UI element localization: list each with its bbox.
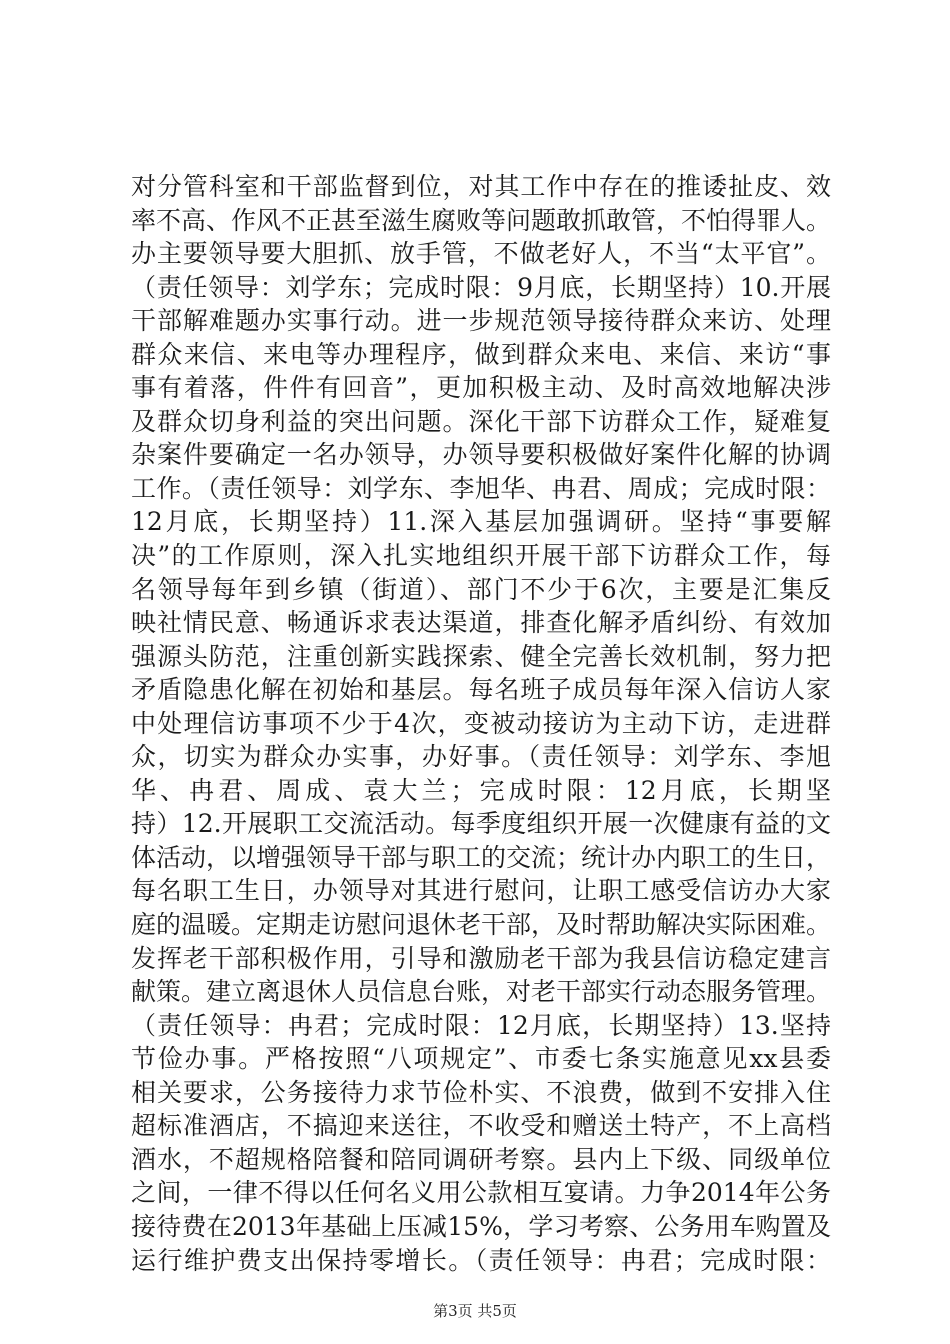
text-line: 办主要领导要大胆抓、放手管，不做老好人，不当“太平官”。: [131, 239, 831, 269]
text-line: （责任领导：冉君；完成时限：12月底，长期坚持）13.坚持: [131, 1010, 831, 1040]
text-line: 决”的工作原则，深入扎实地组织开展干部下访群众工作，每: [131, 541, 831, 571]
text-line: 强源头防范，注重创新实践探索、健全完善长效机制，努力把: [131, 641, 831, 671]
text-line: 矛盾隐患化解在初始和基层。每名班子成员每年深入信访人家: [131, 675, 831, 705]
text-line: 超标准酒店，不搞迎来送往，不收受和赠送土特产，不上高档: [131, 1111, 831, 1141]
text-line: 及群众切身利益的突出问题。深化干部下访群众工作，疑难复: [131, 406, 831, 436]
text-line: 名领导每年到乡镇（街道）、部门不少于6次，主要是汇集反: [131, 574, 831, 604]
text-line: 率不高、作风不正甚至滋生腐败等问题敢抓敢管，不怕得罪人。: [131, 205, 832, 235]
text-line: （责任领导：刘学东；完成时限：9月底，长期坚持）10.开展: [131, 272, 831, 302]
text-line: 酒水，不超规格陪餐和陪同调研考察。县内上下级、同级单位: [131, 1144, 831, 1174]
text-line: 12月底，长期坚持）11.深入基层加强调研。坚持“事要解: [131, 507, 831, 537]
text-line: 体活动，以增强领导干部与职工的交流；统计办内职工的生日，: [131, 842, 832, 872]
document-body: [131, 170, 831, 1277]
text-line: 中处理信访事项不少于4次，变被动接访为主动下访，走进群: [131, 708, 831, 738]
text-line: 华、冉君、周成、袁大兰；完成时限：12月底，长期坚: [131, 775, 831, 805]
text-line: 之间，一律不得以任何名义用公款相互宴请。力争2014年公务: [131, 1178, 831, 1208]
text-line: 事有着落，件件有回音”，更加积极主动、及时高效地解决涉: [131, 373, 831, 403]
text-line: 干部解难题办实事行动。进一步规范领导接待群众来访、处理: [131, 306, 831, 336]
text-line: 工作。（责任领导：刘学东、李旭华、冉君、周成；完成时限：: [131, 473, 831, 503]
text-line: 发挥老干部积极作用，引导和激励老干部为我县信访稳定建言: [131, 943, 831, 973]
text-line: 相关要求，公务接待力求节俭朴实、不浪费，做到不安排入住: [131, 1077, 831, 1107]
text-line: 群众来信、来电等办理程序，做到群众来电、来信、来访“事: [131, 339, 831, 369]
text-line: 对分管科室和干部监督到位，对其工作中存在的推诿扯皮、效: [131, 172, 831, 201]
text-line: 运行维护费支出保持零增长。（责任领导：冉君；完成时限：: [131, 1245, 831, 1275]
text-line: 持）12.开展职工交流活动。每季度组织开展一次健康有益的文: [131, 809, 831, 839]
text-line: 映社情民意、畅通诉求表达渠道，排查化解矛盾纠纷、有效加: [131, 608, 831, 638]
text-line: 每名职工生日，办领导对其进行慰问，让职工感受信访办大家: [131, 876, 831, 906]
page-number-footer: 第3页 共5页: [433, 1302, 517, 1320]
text-line: 杂案件要确定一名办领导，办领导要积极做好案件化解的协调: [131, 440, 831, 470]
text-line: 众，切实为群众办实事，办好事。（责任领导：刘学东、李旭: [131, 742, 831, 772]
text-line: 献策。建立离退休人员信息台账，对老干部实行动态服务管理。: [131, 977, 832, 1007]
text-line: 庭的温暖。定期走访慰问退休老干部，及时帮助解决实际困难。: [131, 910, 832, 940]
text-line: 节俭办事。严格按照“八项规定”、市委七条实施意见xx县委: [131, 1044, 831, 1074]
text-line: 接待费在2013年基础上压减15%，学习考察、公务用车购置及: [131, 1211, 831, 1241]
